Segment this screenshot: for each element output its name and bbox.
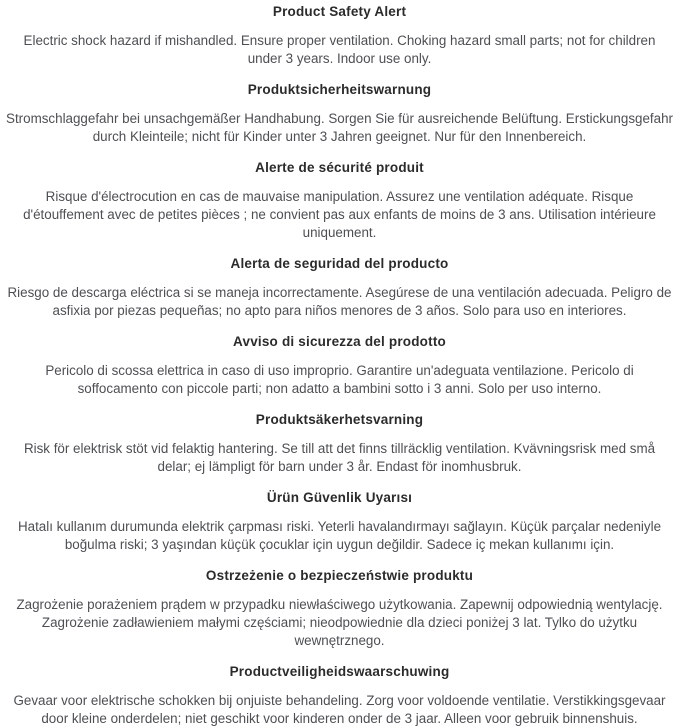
section-body: Gevaar voor elektrische schokken bij onjuiste behandeling. Zorg voor voldoende ventilatie. Verstikkingsgevaar door kleine onderdelen; niet geschikt voor kinderen onder de 3 jaar. Alleen voor gebruik binnenshuis. bbox=[13, 693, 666, 726]
section-heading: Avviso di sicurezza del prodotto bbox=[233, 334, 446, 349]
safety-section-swedish bbox=[6, 411, 673, 476]
section-heading: Ostrzeżenie o bezpieczeństwie produktu bbox=[205, 568, 474, 583]
section-body: Pericolo di scossa elettrica in caso di uso improprio. Garantire un'adeguata ventilazione. Pericolo di soffocamento con piccole parti; non adatto a bambini sotto i 3 anni. Solo per uso interno. bbox=[45, 363, 634, 396]
section-body: Risque d'électrocution en cas de mauvaise manipulation. Assurez une ventilation adéquate. Risque d'étouffement avec de petites pièces ; ne convient pas aux enfants de moins de 3 ans. Utilisation intérieure uniquement. bbox=[23, 189, 656, 240]
safety-section-polish bbox=[6, 567, 673, 650]
section-heading: Ürün Güvenlik Uyarısı bbox=[266, 490, 413, 505]
section-heading: Alerta de seguridad del producto bbox=[230, 256, 449, 271]
section-heading: Produktsicherheitswarnung bbox=[247, 82, 432, 97]
safety-section-german bbox=[6, 81, 673, 146]
section-heading: Productveiligheidswaarschuwing bbox=[229, 664, 450, 679]
safety-section-english bbox=[6, 3, 673, 68]
section-body: Riesgo de descarga eléctrica si se maneja incorrectamente. Asegúrese de una ventilación adecuada. Peligro de asfixia por piezas pequeñas; no apto para niños menores de 3 años. Solo para uso en interiores. bbox=[7, 285, 672, 318]
section-body: Stromschlaggefahr bei unsachgemäßer Handhabung. Sorgen Sie für ausreichende Belüftung. Erstickungsgefahr durch Kleinteile; nicht für Kinder unter 3 Jahren geeignet. Nur für den Innenbereich. bbox=[6, 111, 673, 144]
safety-section-italian bbox=[6, 333, 673, 398]
section-heading: Alerte de sécurité produit bbox=[255, 160, 424, 175]
section-body: Electric shock hazard if mishandled. Ensure proper ventilation. Choking hazard small parts; not for children under 3 years. Indoor use only. bbox=[23, 33, 656, 66]
section-heading: Produktsäkerhetsvarning bbox=[255, 412, 424, 427]
section-body: Hatalı kullanım durumunda elektrik çarpması riski. Yeterli havalandırmayı sağlayın. Küçük parçalar nedeniyle boğulma riski; 3 yaşından küçük çocuklar için uygun değildir. Sadece iç mekan kullanımı için. bbox=[17, 519, 662, 552]
safety-section-french bbox=[6, 159, 673, 242]
safety-section-spanish bbox=[6, 255, 673, 320]
section-body: Risk för elektrisk stöt vid felaktig hantering. Se till att det finns tillräcklig ventilation. Kvävningsrisk med små delar; ej lämpligt för barn under 3 år. Endast för inomhusbruk. bbox=[23, 441, 656, 474]
safety-section-dutch bbox=[6, 663, 673, 728]
safety-section-turkish bbox=[6, 489, 673, 554]
section-body: Zagrożenie porażeniem prądem w przypadku niewłaściwego użytkowania. Zapewnij odpowiednią wentylację. Zagrożenie zadławieniem małymi częściami; nieodpowiednie dla dzieci poniżej 3 lat. Tylko do użytku wewnętrznego. bbox=[16, 597, 663, 648]
section-heading: Product Safety Alert bbox=[272, 4, 407, 19]
